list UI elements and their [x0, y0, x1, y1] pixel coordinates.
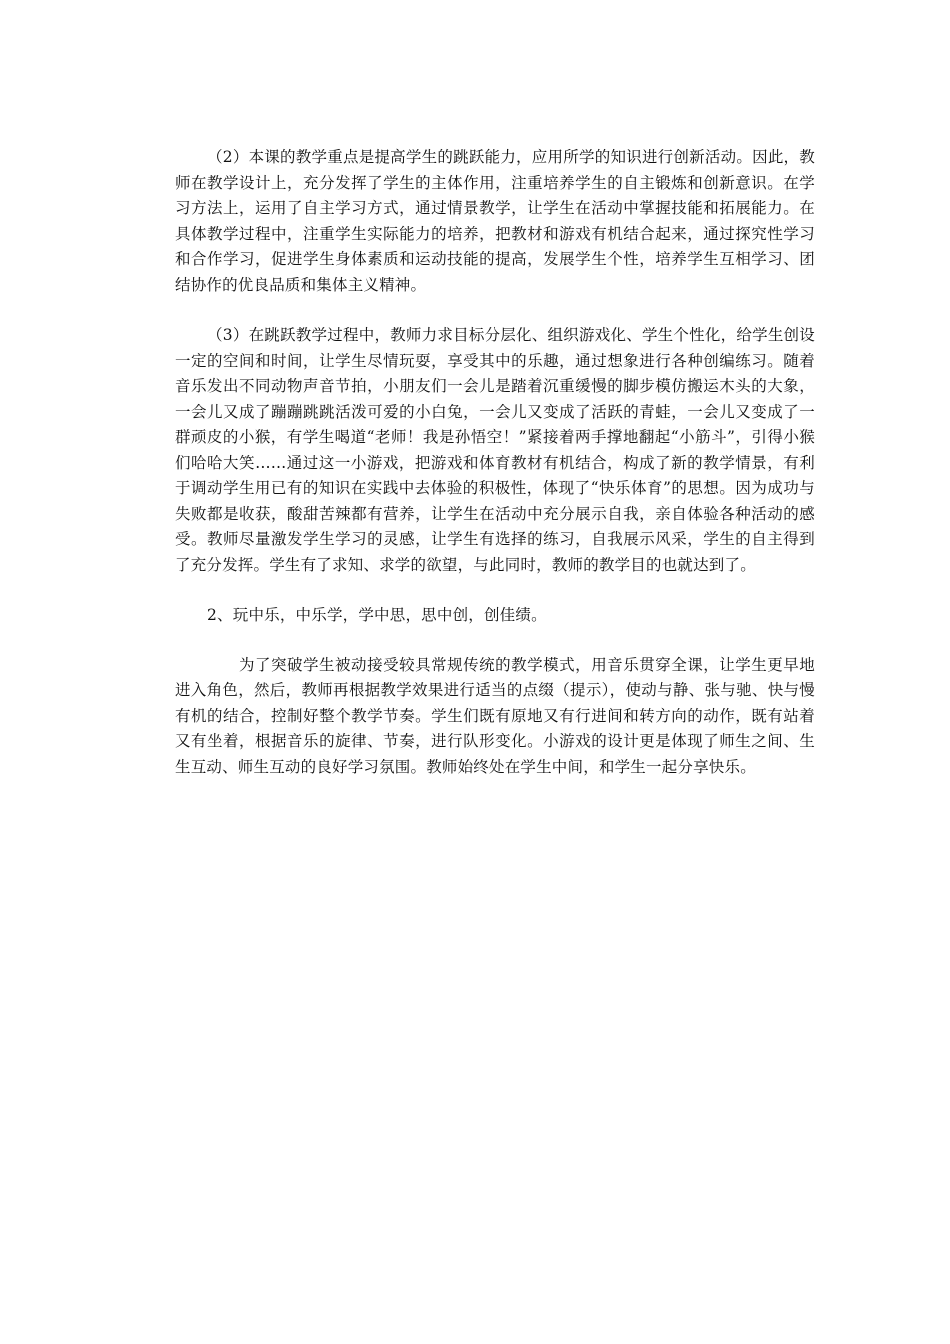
paragraph-section-2-body: 为了突破学生被动接受较具常规传统的教学模式，用音乐贯穿全课，让学生更早地进入角色，然后，教师再根据教学效果进行适当的点缀（提示），使动与静、张与驰、快与慢有机的结合，控制好整个教学节奏。学生们既有原地又有行进间和转方向的动作，既有站着又有坐着，根据音乐的旋律、节奏，进行队形变化。小游戏的设计更是体现了师生之间、生生互动、师生互动的良好学习氛围。教师始终处在学生中间，和学生一起分享快乐。 [175, 655, 815, 776]
document-body [175, 145, 815, 805]
paragraph-point-2: （2）本课的教学重点是提高学生的跳跃能力，应用所学的知识进行创新活动。因此，教师在教学设计上，充分发挥了学生的主体作用，注重培养学生的自主锻炼和创新意识。在学习方法上，运用了自主学习方式，通过情景教学，让学生在活动中掌握技能和拓展能力。在具体教学过程中，注重学生实际能力的培养，把教材和游戏有机结合起来，通过探究性学习和合作学习，促进学生身体素质和运动技能的提高，发展学生个性，培养学生互相学习、团结协作的优良品质和集体主义精神。 [175, 148, 815, 294]
section-heading-2: 2、玩中乐，中乐学，学中思，思中创，创佳绩。 [207, 606, 547, 624]
paragraph-point-3: （3）在跳跃教学过程中，教师力求目标分层化、组织游戏化、学生个性化，给学生创设一定的空间和时间，让学生尽情玩耍，享受其中的乐趣，通过想象进行各种创编练习。随着音乐发出不同动物声音节拍，小朋友们一会儿是踏着沉重缓慢的脚步模仿搬运木头的大象，一会儿又成了蹦蹦跳跳活泼可爱的小白兔，一会儿又变成了活跃的青蛙，一会儿又变成了一群顽皮的小猴，有学生喝道“老师！我是孙悟空！”紧接着两手撑地翻起“小筋斗”，引得小猴们哈哈大笑……通过这一小游戏，把游戏和体育教材有机结合，构成了新的教学情景，有利于调动学生用已有的知识在实践中去体验的积极性，体现了“快乐体育”的思想。因为成功与失败都是收获，酸甜苦辣都有营养，让学生在活动中充分展示自我，亲自体验各种活动的感受。教师尽量激发学生学习的灵感，让学生有选择的练习，自我展示风采，学生的自主得到了充分发挥。学生有了求知、求学的欲望，与此同时，教师的教学目的也就达到了。 [175, 326, 815, 574]
